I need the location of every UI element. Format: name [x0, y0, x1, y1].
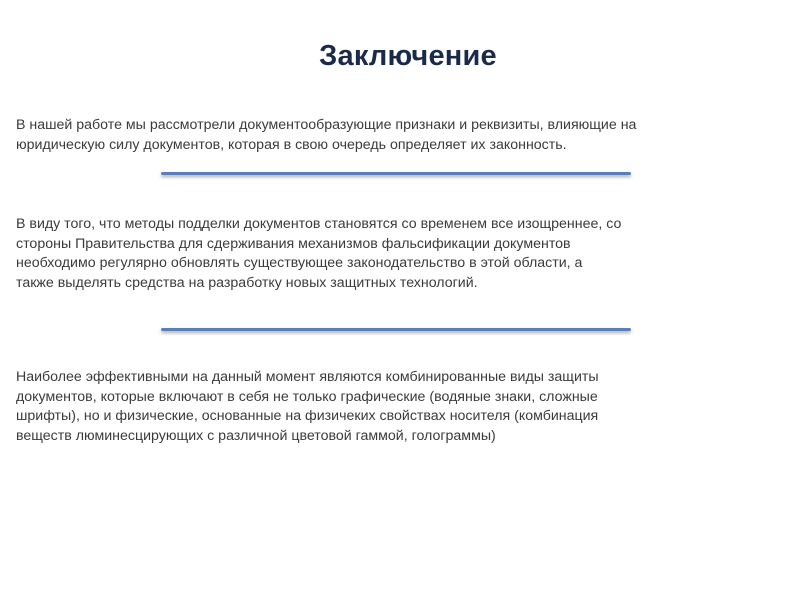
slide-title: Заключение	[319, 40, 497, 72]
paragraph-conclusion-summary: В нашей работе мы рассмотрели документообразующие признаки и реквизиты, влияющие на юридическую силу документов, которая в свою очередь определяет их законность.	[16, 117, 637, 153]
paragraph-protection-methods: Наиболее эффективными на данный момент являются комбинированные виды защиты документов, которые включают в себя не только графические (водяные знаки, сложные шрифты), но и физические, основанные на физичеких свойствах носителя (комбинация веществ люминесцирующих с различной цветовой гаммой, голограммы)	[16, 369, 599, 444]
section-divider-2	[161, 328, 631, 331]
section-divider-1	[161, 172, 631, 175]
paragraph-legislation: В виду того, что методы подделки документов становятся со временем все изощреннее, со стороны Правительства для сдерживания механизмов фальсификации документов необходимо регулярно обновлять существующее законодательство в этой области, а также выделять средства на разработку новых защитных технологий.	[16, 216, 622, 291]
